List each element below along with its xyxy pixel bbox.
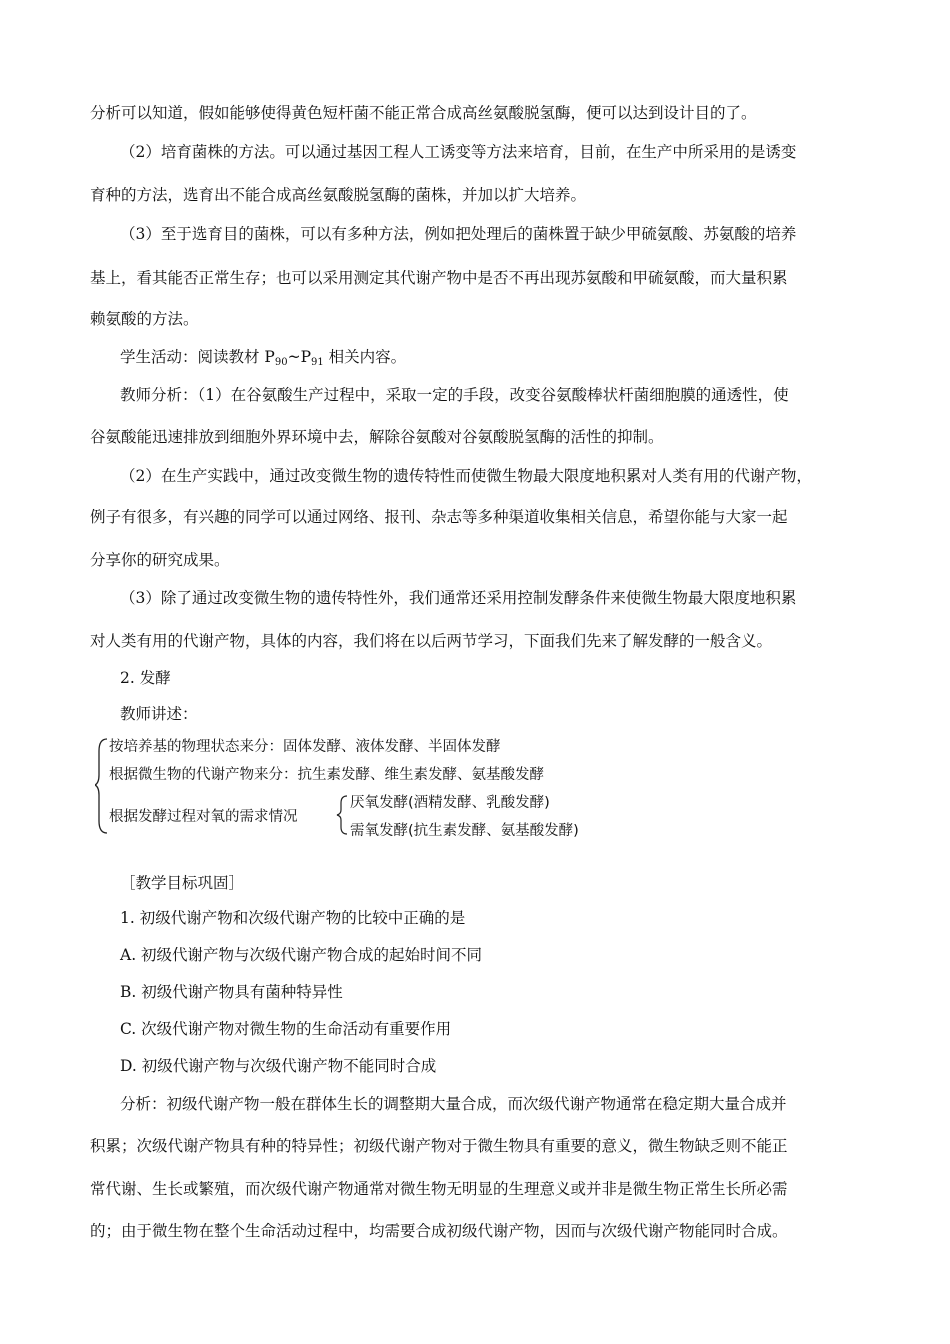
paragraph-line: 赖氨酸的方法。: [90, 310, 199, 328]
paragraph-line: 例子有很多，有兴趣的同学可以通过网络、报刊、杂志等多种渠道收集相关信息，希望你能与大家一起: [90, 508, 788, 526]
paragraph-line: 积累；次级代谢产物具有种的特异性；初级代谢产物对于微生物具有重要的意义，微生物缺乏则不能正: [90, 1137, 788, 1155]
paragraph-line: （2）在生产实践中，通过改变微生物的遗传特性而使微生物最大限度地积累对人类有用的代谢产物，: [120, 467, 812, 485]
paragraph-line: 分析可以知道，假如能够使得黄色短杆菌不能正常合成高丝氨酸脱氢酶，便可以达到设计目的了。: [90, 104, 757, 122]
subscript-91: 91: [311, 357, 324, 368]
paragraph-line: 教师讲述：: [120, 705, 198, 723]
diagram-row-metabolite: 根据微生物的代谢产物来分：抗生素发酵、维生素发酵、氨基酸发酵: [109, 767, 544, 783]
paragraph-line: 的；由于微生物在整个生命活动过程中，均需要合成初级代谢产物，因而与次级代谢产物能同时合成。: [90, 1222, 788, 1240]
student-activity-line: [120, 345, 900, 367]
diagram-row-physical-state: 按培养基的物理状态来分：固体发酵、液体发酵、半固体发酵: [109, 739, 501, 755]
outer-brace: [95, 739, 107, 833]
student-activity-suffix: 相关内容。: [323, 348, 407, 366]
fermentation-classification-diagram: [95, 733, 655, 843]
paragraph-line: （2）培育菌株的方法。可以通过基因工程人工诱变等方法来培育，目前，在生产中所采用的是诱变: [120, 143, 797, 161]
section-heading: ［教学目标巩固］: [120, 874, 245, 892]
option-c: C. 次级代谢产物对微生物的生命活动有重要作用: [120, 1020, 452, 1038]
subscript-90: 90: [274, 357, 288, 368]
inner-brace: [337, 796, 347, 834]
paragraph-line: （3）除了通过改变微生物的遗传特性外，我们通常还采用控制发酵条件来使微生物最大限度地积累: [120, 589, 797, 607]
option-d: D. 初级代谢产物与次级代谢产物不能同时合成: [120, 1057, 437, 1075]
paragraph-line: （3）至于选育目的菌株，可以有多种方法，例如把处理后的菌株置于缺少甲硫氨酸、苏氨酸的培养: [120, 225, 797, 243]
diagram-row-anaerobic: 厌氧发酵(酒精发酵、乳酸发酵): [350, 795, 550, 811]
diagram-row-aerobic: 需氧发酵(抗生素发酵、氨基酸发酵): [350, 823, 579, 839]
paragraph-line: 基上，看其能否正常生存；也可以采用测定其代谢产物中是否不再出现苏氨酸和甲硫氨酸，而大量积累: [90, 269, 788, 287]
paragraph-line: 育种的方法，选育出不能合成高丝氨酸脱氢酶的菌株，并加以扩大培养。: [90, 186, 587, 204]
paragraph-line: 对人类有用的代谢产物，具体的内容，我们将在以后两节学习，下面我们先来了解发酵的一般含义。: [90, 632, 773, 650]
paragraph-line: 分享你的研究成果。: [90, 551, 230, 569]
paragraph-line: 谷氨酸能迅速排放到细胞外界环境中去，解除谷氨酸对谷氨酸脱氢酶的活性的抑制。: [90, 428, 664, 446]
student-activity-prefix: 学生活动：阅读教材 P: [120, 348, 275, 366]
paragraph-line: 教师分析：（1）在谷氨酸生产过程中，采取一定的手段，改变谷氨酸棒状杆菌细胞膜的通透性，使: [120, 386, 789, 404]
diagram-row-oxygen: 根据发酵过程对氧的需求情况: [109, 809, 298, 825]
paragraph-line: 分析：初级代谢产物一般在群体生长的调整期大量合成，而次级代谢产物通常在稳定期大量合成并: [120, 1095, 787, 1113]
paragraph-line: 常代谢、生长或繁殖，而次级代谢产物通常对微生物无明显的生理意义或并非是微生物正常生长所必需: [90, 1180, 788, 1198]
student-activity-tilde: ~P: [287, 348, 312, 366]
option-a: A. 初级代谢产物与次级代谢产物合成的起始时间不同: [120, 946, 483, 964]
option-b: B. 初级代谢产物具有菌种特异性: [120, 983, 343, 1001]
question-stem: 1. 初级代谢产物和次级代谢产物的比较中正确的是: [120, 909, 466, 927]
section-heading: 2. 发酵: [120, 669, 171, 687]
